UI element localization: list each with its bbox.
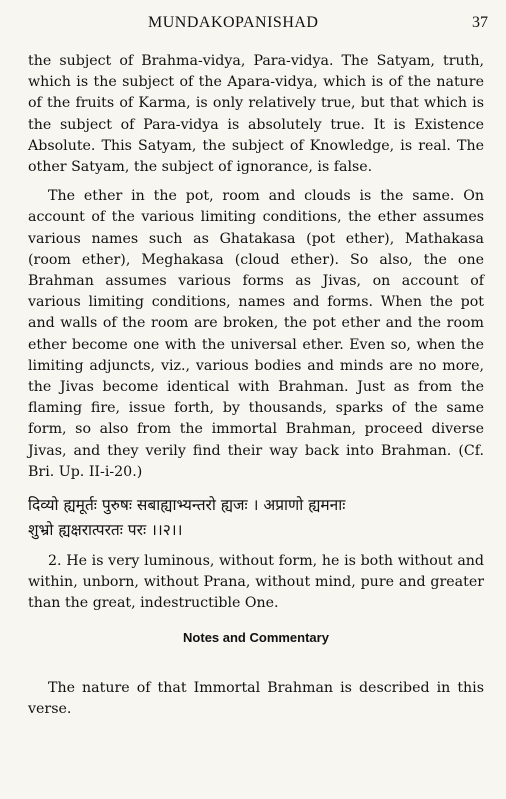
sanskrit-verse-line-2: शुभ्रो ह्यक्षरात्परतः परः ।।२।। [28, 521, 183, 540]
section-heading: Notes and Commentary [183, 629, 329, 645]
paragraph-ether: The ether in the pot, room and clouds is the same. On account of the various limiting conditions, the ether assumes various names such as Ghatakasa (pot ether), Mathakasa (room ether), Meghakasa (cloud ether). So also, the one Brahman assumes various forms as Jivas, on account of various limiting conditions, names and forms. When the pot and walls of the room are broken, the pot ether and the room ether become one with the universal ether. Even so, when the limiting adjuncts, viz., various bodies and minds are no more, the Jivas become identical with Brahman. Just as from the flaming fire, issue forth, by thousands, sparks of the same form, so also from the immortal Brahman, proceed diverse Jivas, and they verily find their way back into Brahman. (Cf. Bri. Up. II-i-20.) [28, 188, 484, 480]
page-header [0, 14, 506, 36]
paragraph-satyam: the subject of Brahma-vidya, Para-vidya. The Satyam, truth, which is the subject of the Apara-vidya, which is of the nature of the fruits of Karma, is only relatively true, but that which is the subject of Para-vidya is absolutely true. It is Existence Absolute. This Satyam, the subject of Knowledge, is real. The other Satyam, the subject of ignorance, is false. [28, 53, 484, 176]
page-number: 37 [472, 14, 488, 31]
sanskrit-verse [28, 493, 484, 543]
commentary-paragraph: The nature of that Immortal Brahman is described in this verse. [28, 679, 484, 718]
sanskrit-verse-line-1: दिव्यो ह्यमूर्तः पुरुषः सबाह्याभ्यन्तरो ह्यजः । अप्राणो ह्यमनाः [28, 496, 346, 515]
verse-translation: 2. He is very luminous, without form, he is both without and within, unborn, without Prana, without mind, pure and greater than the great, indestructible One. [28, 553, 484, 612]
page-body [28, 51, 484, 720]
running-title: MUNDAKOPANISHAD [148, 14, 319, 31]
